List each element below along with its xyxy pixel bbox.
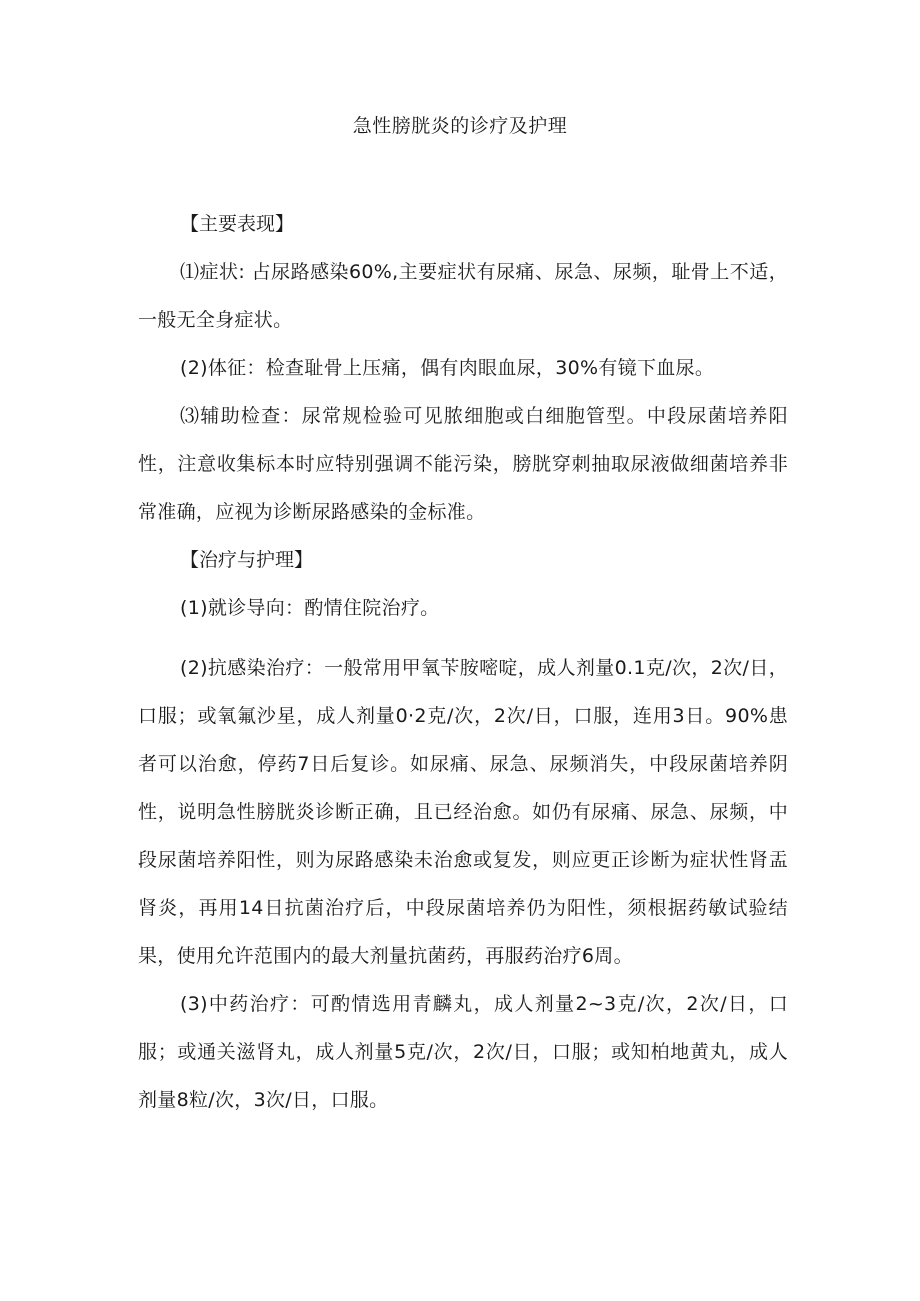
paragraph-visit-guidance: (1)就诊导向：酌情住院治疗。 [180, 597, 440, 619]
section-heading-treatment-care: 【治疗与护理】 [180, 549, 314, 571]
paragraph-symptoms: ⑴症状: 占尿路感染60%,主要症状有尿痛、尿急、尿频，耻骨上不适，一般无全身症状。 [138, 261, 788, 331]
paragraph-tcm-treatment: (3)中药治疗：可酌情选用青麟丸，成人剂量2~3克/次，2次/日，口服；或通关滋肾丸，成人剂量5克/次，2次/日，口服；或知柏地黄丸，成人剂量8粒/次，3次/日，口服。 [138, 993, 788, 1111]
paragraph-anti-infection: (2)抗感染治疗：一般常用甲氧苄胺嘧啶，成人剂量0.1克/次，2次/日，口服；或氧氟沙星，成人剂量0·2克/次，2次/日，口服，连用3日。90%患者可以治愈，停药7日后复诊。如尿痛、尿急、尿频消失，中段尿菌培养阴性，说明急性膀胱炎诊断正确，且已经治愈。如仍有尿痛、尿急、尿频，中段尿菌培养阳性，则为尿路感染未治愈或复发，则应更正诊断为症状性肾盂肾炎，再用14日抗菌治疗后，中段尿菌培养仍为阳性，须根据药敏试验结果，使用允许范围内的最大剂量抗菌药，再服药治疗6周。 [138, 657, 788, 967]
paragraph-signs: (2)体征：检查耻骨上压痛，偶有肉眼血尿，30%有镜下血尿。 [180, 357, 715, 379]
document-body [138, 200, 788, 1124]
section-heading-main-manifestations: 【主要表现】 [180, 213, 295, 235]
document-title: 急性膀胱炎的诊疗及护理 [352, 115, 568, 137]
paragraph-auxiliary-exam: ⑶辅助检查：尿常规检验可见脓细胞或白细胞管型。中段尿菌培养阳性，注意收集标本时应特别强调不能污染，膀胱穿刺抽取尿液做细菌培养非常准确，应视为诊断尿路感染的金标准。 [138, 405, 788, 523]
spacer [138, 632, 788, 644]
